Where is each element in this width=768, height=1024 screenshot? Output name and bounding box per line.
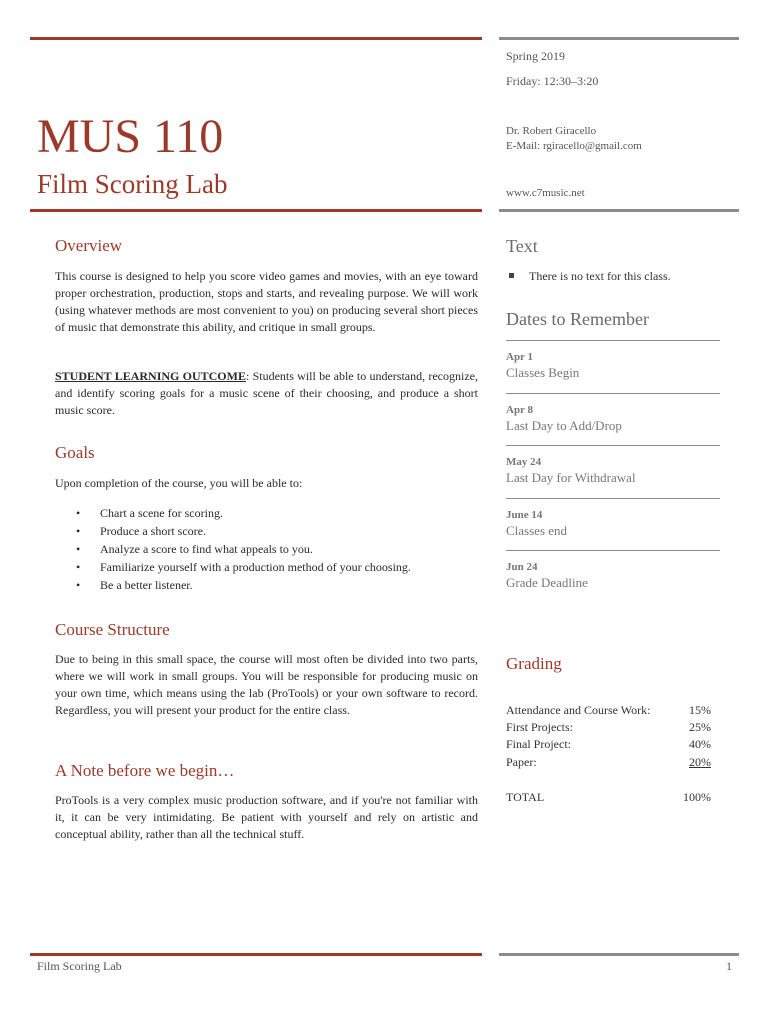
outcome-text: : Students will be able to understand, recognize, and identify scoring goals for a music scene of their choosing, and produce a short music score. — [55, 369, 478, 417]
course-structure-heading: Course Structure — [55, 620, 170, 639]
schedule: Friday: 12:30–3:20 — [506, 74, 599, 88]
note-heading: A Note before we begin… — [55, 761, 235, 780]
footer-rule-right — [499, 953, 739, 956]
date-when: Jun 24 — [506, 561, 538, 573]
course-structure-paragraph: Due to being in this small space, the course will most often be divided into two parts, where we will work in small groups. You will be responsible for producing music on your own time, which means using the lab (ProTools) or your own software to record. Regardless, you will present your product for the entire class. — [55, 652, 478, 717]
bullet-icon: • — [76, 506, 81, 520]
outcome-label: STUDENT LEARNING OUTCOME — [55, 369, 246, 383]
bullet-icon: • — [76, 524, 81, 538]
text-heading: Text — [506, 236, 538, 256]
goal-item: • Analyze a score to find what appeals to you. — [76, 542, 313, 556]
date-divider — [506, 498, 720, 499]
date-item — [506, 350, 720, 382]
learning-outcome — [55, 368, 478, 419]
date-when: Apr 1 — [506, 351, 533, 363]
footer-title: Film Scoring Lab — [37, 959, 122, 973]
date-when: Apr 8 — [506, 404, 533, 416]
bullet-icon: • — [76, 542, 81, 556]
grade-label: Paper: — [506, 755, 537, 769]
top-rule-right — [499, 37, 739, 40]
top-rule-left — [30, 37, 482, 40]
date-what: Classes Begin — [506, 365, 580, 380]
grade-total-percent: 100% — [683, 790, 711, 804]
grade-total-label: TOTAL — [506, 790, 545, 804]
goals-heading: Goals — [55, 443, 95, 462]
website-link[interactable]: www.c7music.net — [506, 187, 585, 199]
instructor-email: E-Mail: rgiracello@gmail.com — [506, 140, 642, 152]
goal-item: • Produce a short score. — [76, 524, 206, 538]
footer-rule-left — [30, 953, 482, 956]
date-item — [506, 508, 720, 540]
date-item — [506, 560, 720, 592]
grade-label: Attendance and Course Work: — [506, 703, 651, 717]
instructor-name: Dr. Robert Giracello — [506, 125, 597, 137]
dates-heading: Dates to Remember — [506, 309, 649, 329]
grade-label: First Projects: — [506, 720, 574, 734]
goal-item: • Chart a scene for scoring. — [76, 506, 223, 520]
text-item: There is no text for this class. — [506, 268, 743, 284]
bullet-icon: • — [76, 578, 81, 592]
overview-paragraph: This course is designed to help you score video games and movies, with an eye toward proper orchestration, production, stops and starts, and revealing purpose. We will work (using whatever methods are most convenient to you) on producing several short pieces of music that demonstrate this ability, and critique in small groups. — [55, 269, 478, 334]
note-paragraph: ProTools is a very complex music production software, and if you're not familiar with it, it can be very intimidating. Be patient with yourself and rely on artistic and conceptual ability, rather than all the technical stuff. — [55, 793, 478, 841]
date-what: Grade Deadline — [506, 575, 588, 590]
grading-heading: Grading — [506, 654, 562, 673]
date-what: Last Day for Withdrawal — [506, 470, 636, 485]
date-divider — [506, 550, 720, 551]
term: Spring 2019 — [506, 49, 566, 63]
goals-intro: Upon completion of the course, you will be able to: — [55, 476, 303, 490]
date-item — [506, 455, 720, 487]
date-what: Last Day to Add/Drop — [506, 418, 622, 433]
goals-list — [55, 504, 478, 594]
overview-heading: Overview — [55, 236, 123, 255]
square-bullet-icon — [509, 273, 514, 278]
grade-percent: 20% — [689, 755, 711, 769]
date-when: June 14 — [506, 509, 543, 521]
grade-row — [506, 702, 711, 719]
course-code: MUS 110 — [37, 110, 224, 163]
header-rule-left — [30, 209, 482, 212]
date-divider — [506, 393, 720, 394]
grade-row — [506, 736, 711, 753]
grade-percent: 25% — [689, 720, 711, 734]
grade-label: Final Project: — [506, 737, 571, 751]
date-what: Classes end — [506, 523, 568, 538]
bullet-icon: • — [76, 560, 81, 574]
goal-item: • Familiarize yourself with a production method of your choosing. — [76, 560, 411, 574]
grade-total-row — [506, 789, 711, 806]
course-name: Film Scoring Lab — [37, 169, 228, 199]
date-divider — [506, 445, 720, 446]
date-divider — [506, 340, 720, 341]
header-rule-right — [499, 209, 739, 212]
date-when: May 24 — [506, 456, 542, 468]
grade-percent: 40% — [689, 737, 711, 751]
grade-row — [506, 719, 711, 736]
date-item — [506, 403, 720, 435]
grade-row — [506, 754, 711, 771]
goal-item: • Be a better listener. — [76, 578, 193, 592]
grade-percent: 15% — [689, 703, 711, 717]
page-number: 1 — [726, 959, 732, 973]
